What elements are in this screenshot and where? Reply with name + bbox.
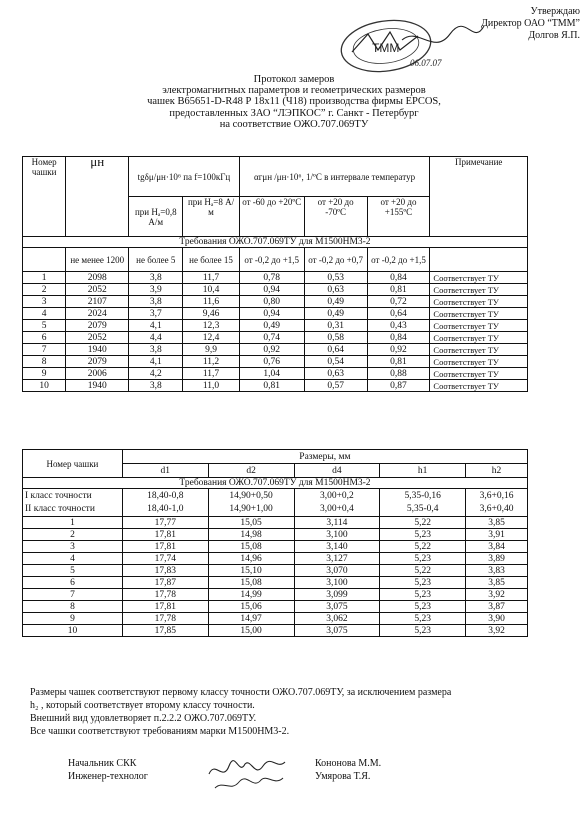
table-row	[23, 565, 528, 577]
table-row	[23, 272, 528, 284]
class1-d1: 18,40-0,8	[122, 489, 208, 503]
requirements-title: Требования ОЖО.707.069ТУ для М1500НМ3-2	[23, 237, 528, 248]
cell-h1: 5,23	[380, 553, 466, 565]
conclusion-text	[30, 686, 580, 738]
cell-a1: 0,80	[239, 296, 304, 308]
header-tg: tgδμ/μн·10⁶ па f=100кГц	[129, 157, 240, 197]
cell-d4: 3,100	[294, 529, 380, 541]
cell-h2: 3,84	[466, 541, 528, 553]
cell-d1: 17,85	[122, 625, 208, 637]
role-head-qc: Начальник СКК	[68, 758, 137, 769]
conclusion-line-3: Внешний вид удовлетворяет п.2.2.2 ОЖО.707.069ТУ.	[30, 713, 257, 724]
cell-n: 9	[23, 613, 123, 625]
cell-h2: 3,87	[466, 601, 528, 613]
approver-name: Долгов Я.П.	[528, 30, 580, 41]
table-row	[23, 296, 528, 308]
cell-n: 6	[23, 577, 123, 589]
table-row	[23, 356, 528, 368]
cell-note: Соответствует ТУ	[430, 272, 528, 284]
cell-d4: 3,075	[294, 625, 380, 637]
table-row	[23, 284, 528, 296]
table-row	[23, 541, 528, 553]
req-mu: не менее 1200	[66, 248, 129, 272]
cell-a2: 0,63	[304, 284, 367, 296]
header-mu: μн	[66, 157, 129, 237]
cell-d2: 15,06	[208, 601, 294, 613]
cell-d1: 17,81	[122, 601, 208, 613]
cell-n: 5	[23, 320, 66, 332]
cell-mu: 2024	[66, 308, 129, 320]
header-cup-number: Номер чашки	[23, 157, 66, 237]
cell-a1: 0,92	[239, 344, 304, 356]
header-tg-high: при Hₐ=8 А/м	[183, 197, 239, 237]
cell-a3: 0,72	[367, 296, 430, 308]
cell-a3: 0,64	[367, 308, 430, 320]
cell-d4: 3,075	[294, 601, 380, 613]
req-tg1: не более 5	[129, 248, 183, 272]
cell-a3: 0,43	[367, 320, 430, 332]
approver-title: Директор ОАО “ТММ”	[481, 18, 580, 29]
cell-tg1: 3,8	[129, 344, 183, 356]
cell-a2: 0,49	[304, 308, 367, 320]
cell-note: Соответствует ТУ	[430, 380, 528, 392]
approval-stamp	[338, 16, 488, 76]
cell-d1: 17,77	[122, 517, 208, 529]
cell-note: Соответствует ТУ	[430, 344, 528, 356]
cell-tg2: 12,4	[183, 332, 239, 344]
cell-h2: 3,91	[466, 529, 528, 541]
cell-a1: 0,49	[239, 320, 304, 332]
cell-d2: 14,98	[208, 529, 294, 541]
cell-d4: 3,062	[294, 613, 380, 625]
cell-mu: 2098	[66, 272, 129, 284]
cell-d1: 17,78	[122, 613, 208, 625]
cell-note: Соответствует ТУ	[430, 368, 528, 380]
cell-h2: 3,89	[466, 553, 528, 565]
cell-n: 4	[23, 308, 66, 320]
cell-note: Соответствует ТУ	[430, 332, 528, 344]
req-a1: от -0,2 до +1,5	[239, 248, 304, 272]
table-row	[23, 320, 528, 332]
table-row	[23, 517, 528, 529]
cell-h1: 5,22	[380, 541, 466, 553]
req-tg2: не более 15	[183, 248, 239, 272]
cell-d2: 15,10	[208, 565, 294, 577]
cell-mu: 2107	[66, 296, 129, 308]
cell-tg2: 11,2	[183, 356, 239, 368]
cell-d2: 15,08	[208, 577, 294, 589]
cell-a3: 0,84	[367, 332, 430, 344]
document-title	[0, 74, 588, 130]
cell-tg2: 11,7	[183, 272, 239, 284]
requirements-title-2: Требования ОЖО.707.069ТУ для М1500НМ3-2	[23, 478, 528, 489]
conclusion-line-4: Все чашки соответствуют требованиям марки М1500НМ3-2.	[30, 726, 290, 737]
cell-n: 1	[23, 272, 66, 284]
cell-a1: 0,74	[239, 332, 304, 344]
cell-a1: 0,78	[239, 272, 304, 284]
cell-n: 7	[23, 344, 66, 356]
cell-note: Соответствует ТУ	[430, 284, 528, 296]
cell-mu: 2052	[66, 284, 129, 296]
signatory-roles	[68, 757, 148, 783]
class1-h2: 3,6+0,16	[466, 489, 528, 503]
cell-h1: 5,23	[380, 601, 466, 613]
accuracy-class-2-row	[23, 503, 528, 517]
cell-tg1: 4,1	[129, 356, 183, 368]
handwritten-signatures	[205, 752, 305, 796]
table-row	[23, 577, 528, 589]
cell-h1: 5,22	[380, 565, 466, 577]
cell-h2: 3,83	[466, 565, 528, 577]
header-d2: d2	[208, 464, 294, 478]
cell-mu: 1940	[66, 344, 129, 356]
header-cup-number-2: Номер чашки	[23, 450, 123, 478]
cell-tg1: 4,4	[129, 332, 183, 344]
cell-a2: 0,63	[304, 368, 367, 380]
cell-tg1: 3,7	[129, 308, 183, 320]
cell-d4: 3,099	[294, 589, 380, 601]
cell-d1: 17,81	[122, 541, 208, 553]
electromagnetic-table	[22, 156, 528, 392]
cell-d1: 17,83	[122, 565, 208, 577]
class2-d4: 3,00+0,4	[294, 503, 380, 517]
cell-n: 10	[23, 625, 123, 637]
cell-tg1: 4,1	[129, 320, 183, 332]
dimensions-table	[22, 449, 528, 637]
header-alpha: αгμн /μн·10⁶, 1/ºС в интервале температур	[239, 157, 430, 197]
cell-d4: 3,140	[294, 541, 380, 553]
cell-mu: 2079	[66, 320, 129, 332]
cell-a1: 1,04	[239, 368, 304, 380]
class1-label: I класс точности	[23, 489, 123, 503]
cell-h1: 5,23	[380, 625, 466, 637]
cell-h1: 5,22	[380, 517, 466, 529]
cell-tg1: 4,2	[129, 368, 183, 380]
cell-tg2: 10,4	[183, 284, 239, 296]
cell-n: 3	[23, 541, 123, 553]
handwritten-date: 06.07.07	[410, 58, 442, 68]
title-line-3: чашек В65651-D-R48 Р 18х11 (Ч18) производства фирмы EPCOS,	[147, 96, 441, 108]
cell-h2: 3,92	[466, 625, 528, 637]
cell-d4: 3,070	[294, 565, 380, 577]
cell-n: 9	[23, 368, 66, 380]
cell-a2: 0,49	[304, 296, 367, 308]
name-engineer: Умярова Т.Я.	[315, 771, 371, 782]
class2-label: II класс точности	[23, 503, 123, 517]
cell-note: Соответствует ТУ	[430, 356, 528, 368]
cell-h1: 5,23	[380, 613, 466, 625]
cell-a3: 0,84	[367, 272, 430, 284]
cell-mu: 2079	[66, 356, 129, 368]
cell-n: 2	[23, 284, 66, 296]
table-row	[23, 529, 528, 541]
cell-tg2: 11,6	[183, 296, 239, 308]
cell-a1: 0,81	[239, 380, 304, 392]
cell-a3: 0,81	[367, 356, 430, 368]
header-note: Примечание	[430, 157, 528, 237]
cell-d4: 3,127	[294, 553, 380, 565]
signatory-names	[315, 757, 381, 783]
cell-h1: 5,23	[380, 577, 466, 589]
title-line-5: на соответствие ОЖО.707.069ТУ	[219, 118, 369, 130]
cell-d1: 17,87	[122, 577, 208, 589]
cell-n: 3	[23, 296, 66, 308]
req-a3: от -0,2 до +1,5	[367, 248, 430, 272]
cell-h1: 5,23	[380, 529, 466, 541]
cell-a2: 0,58	[304, 332, 367, 344]
header-alpha-2: от +20 до -70ºС	[304, 197, 367, 237]
cell-a2: 0,53	[304, 272, 367, 284]
title-line-1: Протокол замеров	[253, 74, 335, 85]
cell-a1: 0,94	[239, 284, 304, 296]
table-row	[23, 613, 528, 625]
stamp-text: ТММ	[372, 41, 400, 55]
cell-n: 5	[23, 565, 123, 577]
cell-a2: 0,54	[304, 356, 367, 368]
cell-tg2: 9,46	[183, 308, 239, 320]
cell-n: 8	[23, 601, 123, 613]
cell-n: 8	[23, 356, 66, 368]
cell-a3: 0,87	[367, 380, 430, 392]
cell-a3: 0,88	[367, 368, 430, 380]
cell-mu: 2052	[66, 332, 129, 344]
cell-d1: 17,81	[122, 529, 208, 541]
name-head-qc: Кононова М.М.	[315, 758, 382, 769]
cell-h2: 3,92	[466, 589, 528, 601]
conclusion-line-2: h₂ , который соответствует второму классу точности.	[30, 700, 255, 711]
title-line-2: электромагнитных параметров и геометрических размеров	[162, 85, 426, 97]
table-row	[23, 553, 528, 565]
cell-d2: 14,96	[208, 553, 294, 565]
cell-note: Соответствует ТУ	[430, 308, 528, 320]
cell-note: Соответствует ТУ	[430, 296, 528, 308]
header-tg-low: при Hₐ=0,8 А/м	[129, 197, 183, 237]
cell-tg1: 3,8	[129, 380, 183, 392]
class1-h1: 5,35-0,16	[380, 489, 466, 503]
table-row	[23, 380, 528, 392]
cell-tg1: 3,9	[129, 284, 183, 296]
cell-h2: 3,85	[466, 517, 528, 529]
cell-a3: 0,92	[367, 344, 430, 356]
approval-heading: Утверждаю	[530, 6, 580, 17]
role-engineer: Инженер-технолог	[68, 771, 148, 782]
cell-n: 4	[23, 553, 123, 565]
cell-d1: 17,74	[122, 553, 208, 565]
table-row	[23, 625, 528, 637]
cell-d2: 14,99	[208, 589, 294, 601]
cell-tg2: 9,9	[183, 344, 239, 356]
requirements-row	[23, 248, 528, 272]
cell-tg1: 3,8	[129, 272, 183, 284]
conclusion-line-1: Размеры чашек соответствуют первому классу точности ОЖО.707.069ТУ, за исключением размера	[30, 687, 452, 698]
accuracy-class-1-row	[23, 489, 528, 503]
cell-tg2: 11,7	[183, 368, 239, 380]
cell-a1: 0,94	[239, 308, 304, 320]
header-alpha-1: от -60 до +20ºС	[239, 197, 304, 237]
cell-d4: 3,114	[294, 517, 380, 529]
cell-a1: 0,76	[239, 356, 304, 368]
header-h1: h1	[380, 464, 466, 478]
cell-n: 10	[23, 380, 66, 392]
cell-h1: 5,23	[380, 589, 466, 601]
class1-d2: 14,90+0,50	[208, 489, 294, 503]
cell-n: 7	[23, 589, 123, 601]
class2-d2: 14,90+1,00	[208, 503, 294, 517]
table-row	[23, 332, 528, 344]
table-row	[23, 368, 528, 380]
class2-h1: 5,35-0,4	[380, 503, 466, 517]
header-h2: h2	[466, 464, 528, 478]
cell-d2: 14,97	[208, 613, 294, 625]
header-d4: d4	[294, 464, 380, 478]
cell-d4: 3,100	[294, 577, 380, 589]
table-row	[23, 344, 528, 356]
cell-n: 1	[23, 517, 123, 529]
table-row	[23, 601, 528, 613]
cell-tg2: 11,0	[183, 380, 239, 392]
cell-mu: 2006	[66, 368, 129, 380]
class2-h2: 3,6+0,40	[466, 503, 528, 517]
cell-n: 2	[23, 529, 123, 541]
title-line-4: предоставленных ЗАО “ЛЭПКОС” г. Санкт - Петербург	[169, 107, 419, 119]
cell-a3: 0,81	[367, 284, 430, 296]
cell-d2: 15,08	[208, 541, 294, 553]
table-row	[23, 308, 528, 320]
class1-d4: 3,00+0,2	[294, 489, 380, 503]
cell-tg1: 3,8	[129, 296, 183, 308]
cell-n: 6	[23, 332, 66, 344]
req-a2: от -0,2 до +0,7	[304, 248, 367, 272]
cell-d2: 15,00	[208, 625, 294, 637]
cell-a2: 0,64	[304, 344, 367, 356]
table-row	[23, 589, 528, 601]
cell-a2: 0,31	[304, 320, 367, 332]
cell-tg2: 12,3	[183, 320, 239, 332]
header-dimensions: Размеры, мм	[122, 450, 527, 464]
class2-d1: 18,40-1,0	[122, 503, 208, 517]
cell-a2: 0,57	[304, 380, 367, 392]
cell-h2: 3,90	[466, 613, 528, 625]
cell-d2: 15,05	[208, 517, 294, 529]
cell-mu: 1940	[66, 380, 129, 392]
cell-d1: 17,78	[122, 589, 208, 601]
header-d1: d1	[122, 464, 208, 478]
cell-h2: 3,85	[466, 577, 528, 589]
cell-note: Соответствует ТУ	[430, 320, 528, 332]
header-alpha-3: от +20 до +155ºС	[367, 197, 430, 237]
